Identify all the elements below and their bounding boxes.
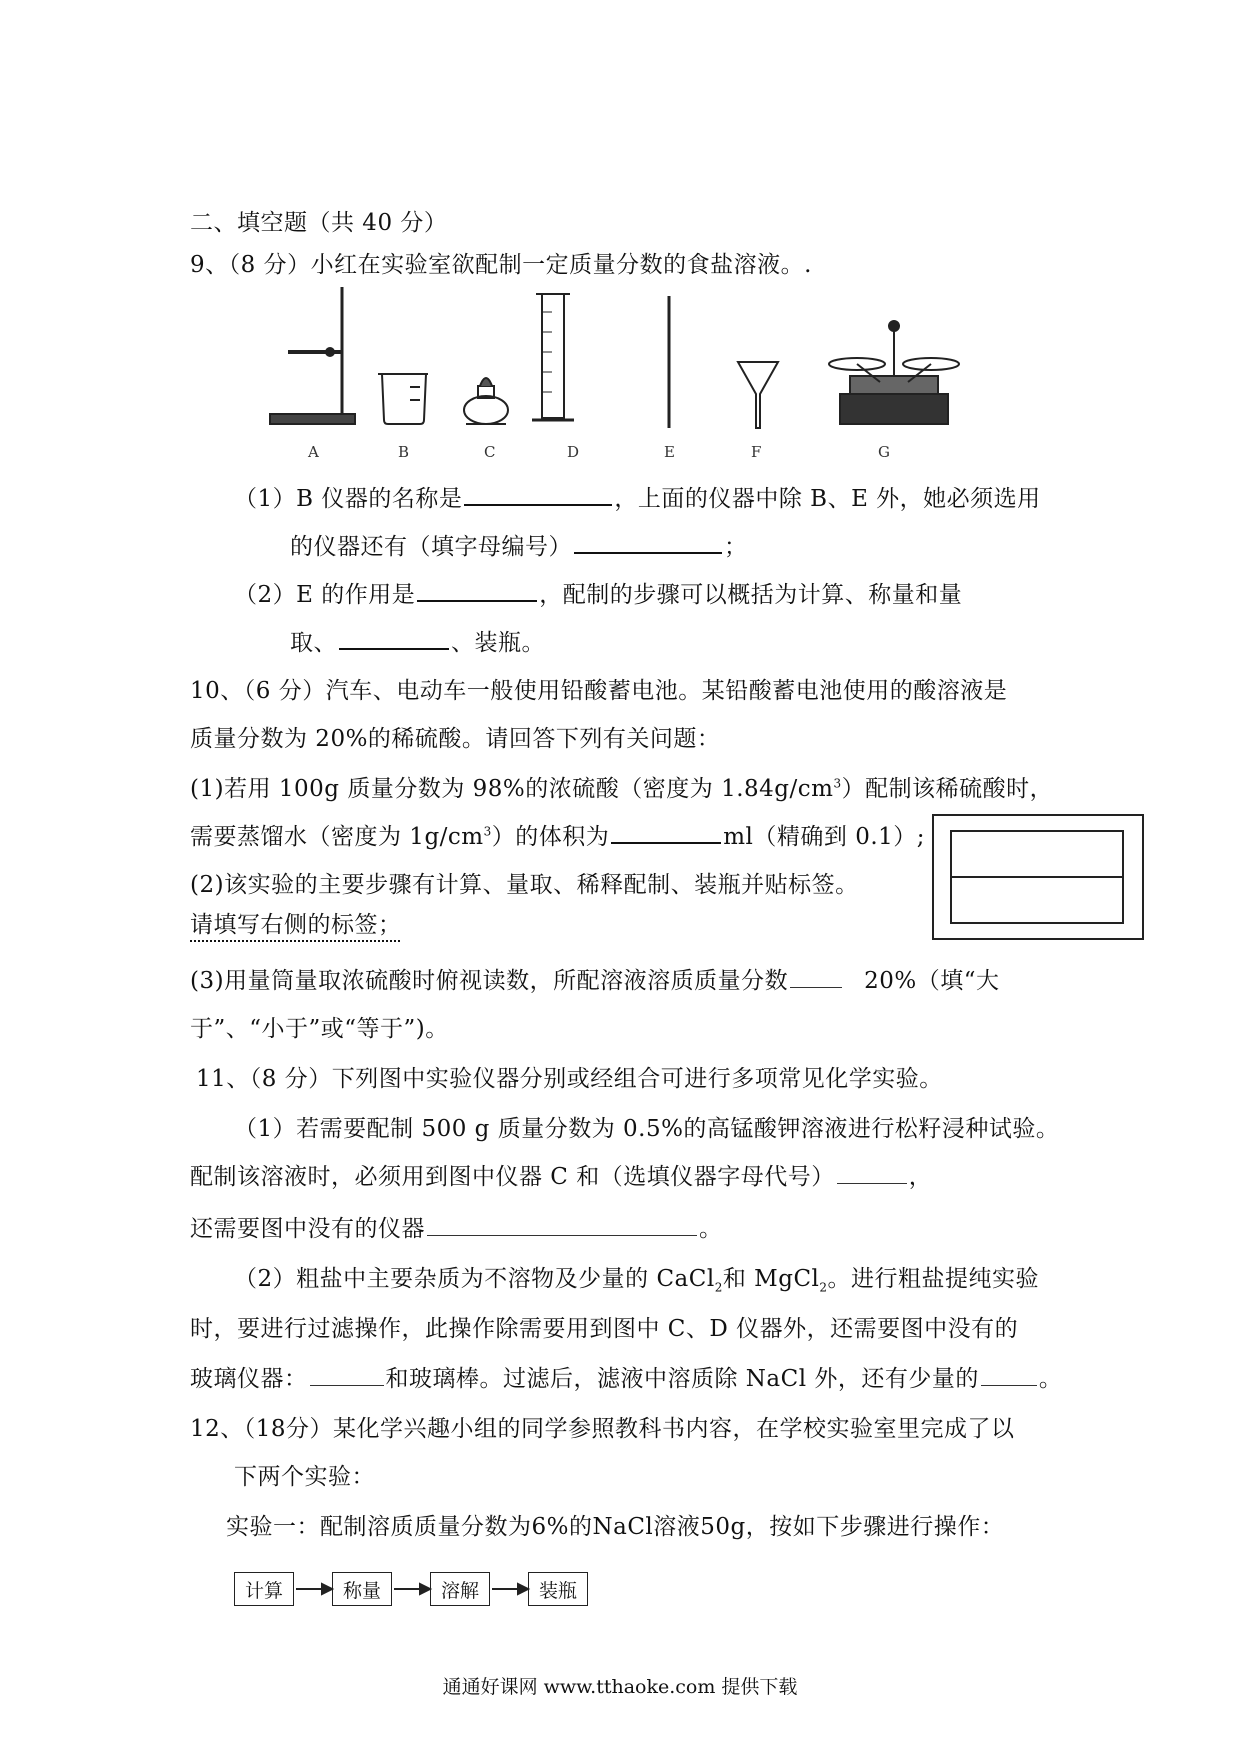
q10-answer-blank-1[interactable] (611, 822, 721, 844)
label-box[interactable] (932, 814, 1144, 940)
q9-part1-line2: 的仪器还有（填字母编号） ； (290, 534, 748, 560)
instrument-label-e: E (664, 443, 675, 461)
instrument-label-b: B (398, 443, 410, 461)
q11-answer-blank-2[interactable] (427, 1217, 697, 1236)
alcohol-lamp-icon (464, 378, 508, 424)
q10-answer-blank-2[interactable] (790, 969, 842, 988)
section-title: 二、填空题（共 40 分） (190, 210, 448, 236)
q9-part2-line1: （2）E 的作用是 ，配制的步骤可以概括为计算、称量和量 (234, 582, 963, 608)
q11-line4: 还需要图中没有的仪器 。 (190, 1216, 723, 1242)
q11-line1: 11、（8 分）下列图中实验仪器分别或经组合可进行多项常见化学实验。 (196, 1066, 943, 1092)
q11-line2: （1）若需要配制 500 g 质量分数为 0.5%的高锰酸钾溶液进行松籽浸种试验。 (234, 1116, 1060, 1142)
q9-answer-blank-3[interactable] (417, 580, 537, 602)
q10-line1: 10、（6 分）汽车、电动车一般使用铅酸蓄电池。某铅酸蓄电池使用的酸溶液是 (190, 678, 1008, 704)
instruments-figure (260, 282, 960, 442)
q10-line5: (2)该实验的主要步骤有计算、量取、稀释配制、装瓶并贴标签。 (190, 872, 859, 898)
instrument-label-c: C (484, 443, 496, 461)
q10-line4: 需要蒸馏水（密度为 $1g/cm^3$）的体积为 ml（精确到 0.1）; (190, 824, 926, 850)
flow-step-dissolve: 溶解 (430, 1572, 490, 1606)
label-box-inner (950, 830, 1124, 924)
instrument-label-g: G (878, 443, 890, 461)
flow-arrows (0, 1576, 1240, 1606)
instrument-label-d: D (567, 443, 580, 461)
instrument-label-a: A (308, 443, 319, 461)
q10-line2: 质量分数为 20%的稀硫酸。请回答下列有关问题： (190, 726, 721, 752)
q10-line6: 请填写右侧的标签； (190, 912, 402, 938)
q10-line3: (1)若用 100g 质量分数为 98%的浓硫酸（密度为 $1.84g/cm^3$）配制该稀硫酸时， (190, 776, 1054, 802)
q12-line1: 12、（18分）某化学兴趣小组的同学参照教科书内容，在学校实验室里完成了以 (190, 1416, 1015, 1442)
q11-answer-blank-4[interactable] (981, 1367, 1037, 1386)
q11-answer-blank-3[interactable] (310, 1367, 384, 1386)
q9-answer-blank-1[interactable] (464, 484, 612, 506)
q11-line5: （2）粗盐中主要杂质为不溶物及少量的 CaCl$_2$和 MgCl$_2$。进行粗盐提纯实验 (234, 1266, 1040, 1295)
flow-step-weigh: 称量 (332, 1572, 392, 1606)
question-9-stem: 9、（8 分）小红在实验室欲配制一定质量分数的食盐溶液。. (190, 252, 812, 278)
q12-line2: 下两个实验： (234, 1464, 375, 1490)
q9-part2-line2: 取、 、装瓶。 (290, 630, 545, 656)
q11-line6: 时，要进行过滤操作，此操作除需要用到图中 C、D 仪器外，还需要图中没有的 (190, 1316, 1019, 1342)
q11-answer-blank-1[interactable] (837, 1165, 907, 1184)
beaker-icon (378, 374, 428, 424)
q12-line3: 实验一：配制溶质质量分数为6%的NaCl溶液50g，按如下步骤进行操作： (226, 1514, 1005, 1540)
q9-part1-line1: （1）B 仪器的名称是 ，上面的仪器中除 B、E 外，她必须选用 (234, 486, 1041, 512)
q9-answer-blank-2[interactable] (574, 532, 722, 554)
funnel-icon (738, 362, 778, 428)
balance-scale-icon (829, 321, 959, 424)
label-box-divider (952, 876, 1122, 878)
instrument-label-f: F (751, 443, 762, 461)
q11-line7: 玻璃仪器： 和玻璃棒。过滤后，滤液中溶质除 NaCl 外，还有少量的 。 (190, 1366, 1063, 1392)
graduated-cylinder-icon (532, 294, 574, 420)
q9-answer-blank-4[interactable] (339, 628, 449, 650)
iron-stand-icon (270, 287, 355, 424)
q10-line8: 于”、“小于”或“等于”)。 (190, 1016, 449, 1042)
flow-step-calculate: 计算 (234, 1572, 294, 1606)
q11-line3: 配制该溶液时，必须用到图中仪器 C 和（选填仪器字母代号） ， (190, 1164, 933, 1190)
q10-line7: (3)用量筒量取浓硫酸时俯视读数，所配溶液溶质质量分数 20%（填“大 (190, 968, 1000, 994)
footer-credit: 通通好课网 www.tthaoke.com 提供下载 (442, 1676, 798, 1698)
flow-step-bottle: 装瓶 (528, 1572, 588, 1606)
